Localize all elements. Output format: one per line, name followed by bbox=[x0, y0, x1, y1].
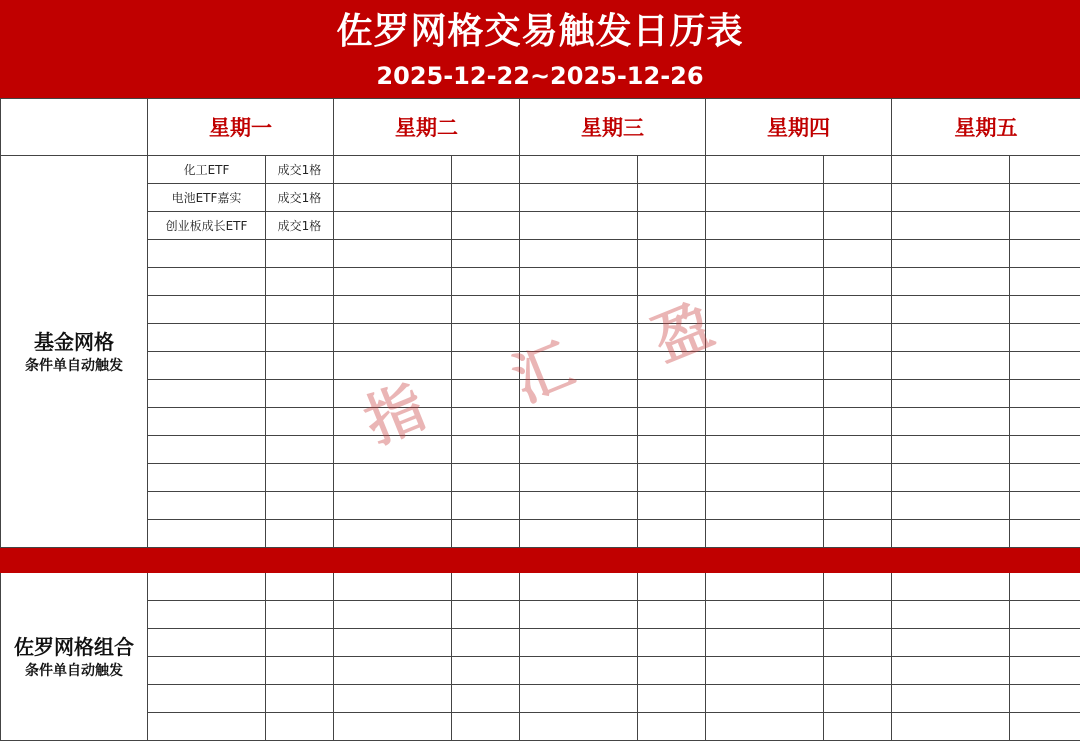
fund-name-cell bbox=[520, 268, 638, 296]
fund-name-cell bbox=[334, 464, 452, 492]
trade-status-cell bbox=[638, 629, 706, 657]
fund-name-cell bbox=[706, 492, 824, 520]
table-row bbox=[1, 436, 1080, 464]
fund-name-cell bbox=[334, 713, 452, 741]
watermark-char-2: 汇 bbox=[503, 330, 583, 416]
trade-status-cell bbox=[638, 464, 706, 492]
fund-name-cell bbox=[892, 520, 1010, 548]
fund-name-cell bbox=[706, 296, 824, 324]
table-row bbox=[1, 601, 1080, 629]
trade-status-cell bbox=[266, 713, 334, 741]
trade-status-cell bbox=[452, 408, 520, 436]
day-header-cell bbox=[334, 99, 520, 156]
trade-status-cell bbox=[638, 436, 706, 464]
fund-name-cell bbox=[892, 436, 1010, 464]
trade-status-cell bbox=[452, 492, 520, 520]
table-row bbox=[1, 573, 1080, 601]
trade-status-cell bbox=[638, 657, 706, 685]
day-header-cell bbox=[892, 99, 1080, 156]
trade-status-cell bbox=[1010, 240, 1080, 268]
trade-status-cell bbox=[266, 184, 334, 212]
trade-status-cell bbox=[266, 296, 334, 324]
fund-name-cell bbox=[520, 296, 638, 324]
trade-status-cell bbox=[266, 240, 334, 268]
section-subtitle: 条件单自动触发 bbox=[25, 357, 123, 374]
fund-name-cell bbox=[148, 520, 266, 548]
fund-name-cell bbox=[706, 268, 824, 296]
section-title: 佐罗网格组合 bbox=[14, 634, 134, 659]
fund-name-cell bbox=[706, 657, 824, 685]
fund-name-cell bbox=[706, 601, 824, 629]
trade-status-cell bbox=[1010, 573, 1080, 601]
day-label: 星期五 bbox=[954, 116, 1018, 140]
trade-status-cell bbox=[638, 573, 706, 601]
trade-status-cell bbox=[266, 573, 334, 601]
trade-status-cell bbox=[824, 713, 892, 741]
trade-status-cell bbox=[824, 492, 892, 520]
table-row bbox=[1, 156, 1080, 184]
section-label-cell bbox=[1, 156, 148, 548]
table-row bbox=[1, 268, 1080, 296]
fund-name-cell bbox=[334, 380, 452, 408]
table-row bbox=[1, 240, 1080, 268]
fund-name-cell bbox=[892, 184, 1010, 212]
fund-name-cell bbox=[148, 657, 266, 685]
table-row bbox=[1, 352, 1080, 380]
trade-status-cell bbox=[452, 156, 520, 184]
fund-name-cell bbox=[520, 492, 638, 520]
trade-status-cell bbox=[452, 464, 520, 492]
trade-status-cell bbox=[1010, 352, 1080, 380]
trade-status-cell bbox=[266, 268, 334, 296]
fund-name-cell bbox=[148, 380, 266, 408]
table-row bbox=[1, 629, 1080, 657]
trade-status: 成交1格 bbox=[277, 191, 322, 205]
fund-name-cell bbox=[892, 464, 1010, 492]
fund-name-cell bbox=[520, 573, 638, 601]
separator-bar bbox=[1, 548, 1080, 573]
fund-name-cell bbox=[148, 492, 266, 520]
trade-status-cell bbox=[824, 380, 892, 408]
trade-status-cell bbox=[824, 408, 892, 436]
fund-name-cell bbox=[520, 629, 638, 657]
fund-name-cell bbox=[892, 156, 1010, 184]
fund-name-cell bbox=[148, 573, 266, 601]
trade-status-cell bbox=[452, 601, 520, 629]
table-row bbox=[1, 685, 1080, 713]
trade-status-cell bbox=[638, 713, 706, 741]
page-title: 佐罗网格交易触发日历表 bbox=[336, 11, 744, 52]
fund-name-cell bbox=[892, 657, 1010, 685]
fund-name-cell bbox=[148, 212, 266, 240]
corner-cell bbox=[1, 99, 148, 156]
fund-name-cell bbox=[706, 436, 824, 464]
fund-name-cell bbox=[706, 240, 824, 268]
fund-name-cell bbox=[706, 352, 824, 380]
fund-name-cell bbox=[892, 268, 1010, 296]
fund-name-cell bbox=[520, 408, 638, 436]
fund-name-cell bbox=[520, 324, 638, 352]
fund-name-cell bbox=[892, 212, 1010, 240]
trade-status-cell bbox=[824, 212, 892, 240]
fund-name-cell bbox=[148, 268, 266, 296]
trade-status-cell bbox=[452, 212, 520, 240]
trade-status-cell bbox=[266, 380, 334, 408]
trade-status-cell bbox=[1010, 324, 1080, 352]
trade-status-cell bbox=[452, 296, 520, 324]
section-separator bbox=[1, 548, 1080, 573]
fund-name-cell bbox=[520, 380, 638, 408]
fund-name-cell bbox=[334, 520, 452, 548]
day-label: 星期三 bbox=[581, 116, 644, 140]
trade-status-cell bbox=[638, 685, 706, 713]
trade-status-cell bbox=[266, 408, 334, 436]
fund-name-cell bbox=[148, 464, 266, 492]
calendar-table bbox=[0, 98, 1080, 741]
trade-status-cell bbox=[824, 629, 892, 657]
fund-name-cell bbox=[520, 352, 638, 380]
trade-status-cell bbox=[638, 324, 706, 352]
fund-name-cell bbox=[148, 685, 266, 713]
trade-status-cell bbox=[452, 520, 520, 548]
fund-name-cell bbox=[706, 156, 824, 184]
table-row bbox=[1, 408, 1080, 436]
fund-name-cell bbox=[334, 212, 452, 240]
trade-status-cell bbox=[1010, 520, 1080, 548]
trade-status-cell bbox=[824, 685, 892, 713]
fund-name-cell bbox=[892, 408, 1010, 436]
day-header-cell bbox=[520, 99, 706, 156]
trade-status-cell bbox=[1010, 629, 1080, 657]
fund-name: 创业板成长ETF bbox=[165, 219, 248, 233]
fund-name-cell bbox=[706, 408, 824, 436]
fund-name-cell bbox=[334, 352, 452, 380]
trade-status-cell bbox=[1010, 492, 1080, 520]
trade-status-cell bbox=[824, 184, 892, 212]
trade-status-cell bbox=[452, 324, 520, 352]
fund-name-cell bbox=[892, 492, 1010, 520]
fund-name-cell bbox=[520, 685, 638, 713]
header-banner bbox=[0, 0, 1080, 98]
trade-status-cell bbox=[266, 657, 334, 685]
table-row bbox=[1, 212, 1080, 240]
trade-status-cell bbox=[638, 601, 706, 629]
fund-name-cell bbox=[148, 324, 266, 352]
trade-status-cell bbox=[1010, 212, 1080, 240]
day-header-cell bbox=[706, 99, 892, 156]
trade-status-cell bbox=[824, 464, 892, 492]
table-row bbox=[1, 296, 1080, 324]
trade-status-cell bbox=[824, 268, 892, 296]
fund-name-cell bbox=[334, 408, 452, 436]
fund-name-cell bbox=[334, 573, 452, 601]
trade-status-cell bbox=[824, 436, 892, 464]
fund-name-cell bbox=[334, 492, 452, 520]
trade-status-cell bbox=[266, 520, 334, 548]
fund-name-cell bbox=[892, 713, 1010, 741]
trade-status-cell bbox=[824, 156, 892, 184]
fund-name-cell bbox=[520, 212, 638, 240]
trade-status-cell bbox=[266, 324, 334, 352]
fund-name-cell bbox=[148, 601, 266, 629]
trade-status-cell bbox=[638, 212, 706, 240]
fund-name-cell bbox=[520, 436, 638, 464]
watermark-char-1: 指 bbox=[355, 372, 435, 458]
trade-status-cell bbox=[266, 464, 334, 492]
fund-name: 化工ETF bbox=[183, 163, 230, 177]
table-row bbox=[1, 464, 1080, 492]
trade-status-cell bbox=[452, 268, 520, 296]
fund-name-cell bbox=[334, 268, 452, 296]
fund-name-cell bbox=[706, 685, 824, 713]
trade-status-cell bbox=[824, 520, 892, 548]
trade-status-cell bbox=[638, 352, 706, 380]
fund-name-cell bbox=[706, 573, 824, 601]
trade-status-cell bbox=[824, 352, 892, 380]
table-row bbox=[1, 657, 1080, 685]
trade-status-cell bbox=[1010, 380, 1080, 408]
fund-name-cell bbox=[892, 352, 1010, 380]
trade-status-cell bbox=[1010, 408, 1080, 436]
trade-status-cell bbox=[638, 520, 706, 548]
trade-status-cell bbox=[266, 601, 334, 629]
trade-status-cell bbox=[452, 436, 520, 464]
fund-name-cell bbox=[520, 601, 638, 629]
fund-name-cell bbox=[148, 240, 266, 268]
trade-status-cell bbox=[1010, 184, 1080, 212]
fund-name-cell bbox=[706, 212, 824, 240]
table-row bbox=[1, 492, 1080, 520]
trade-status-cell bbox=[452, 685, 520, 713]
fund-name-cell bbox=[148, 352, 266, 380]
trade-status-cell bbox=[638, 184, 706, 212]
date-range: 2025-12-22~2025-12-26 bbox=[376, 62, 704, 90]
fund-name-cell bbox=[334, 436, 452, 464]
trade-status-cell bbox=[824, 573, 892, 601]
watermark-char-3: 盈 bbox=[643, 290, 723, 376]
trade-status-cell bbox=[824, 240, 892, 268]
fund-name-cell bbox=[520, 184, 638, 212]
fund-name-cell bbox=[892, 601, 1010, 629]
trade-status-cell bbox=[1010, 464, 1080, 492]
trade-status-cell bbox=[452, 352, 520, 380]
trade-status-cell bbox=[638, 156, 706, 184]
trade-status-cell bbox=[1010, 268, 1080, 296]
day-header-row bbox=[1, 99, 1080, 156]
trade-status-cell bbox=[1010, 156, 1080, 184]
trade-status-cell bbox=[824, 296, 892, 324]
trade-status-cell bbox=[452, 713, 520, 741]
trade-status: 成交1格 bbox=[277, 163, 322, 177]
fund-name-cell bbox=[334, 184, 452, 212]
day-header-cell bbox=[148, 99, 334, 156]
trade-status-cell bbox=[452, 657, 520, 685]
trade-status-cell bbox=[266, 156, 334, 184]
trade-status-cell bbox=[266, 212, 334, 240]
trade-status-cell bbox=[638, 492, 706, 520]
section-title: 基金网格 bbox=[34, 329, 114, 354]
fund-name-cell bbox=[520, 713, 638, 741]
fund-name-cell bbox=[706, 713, 824, 741]
fund-name: 电池ETF嘉实 bbox=[171, 191, 242, 205]
fund-name-cell bbox=[892, 324, 1010, 352]
trade-status-cell bbox=[452, 573, 520, 601]
fund-name-cell bbox=[334, 156, 452, 184]
trade-status-cell bbox=[1010, 713, 1080, 741]
fund-name-cell bbox=[334, 629, 452, 657]
fund-name-cell bbox=[520, 520, 638, 548]
day-label: 星期四 bbox=[767, 116, 830, 140]
trade-status-cell bbox=[266, 436, 334, 464]
trade-status: 成交1格 bbox=[277, 219, 322, 233]
fund-name-cell bbox=[892, 629, 1010, 657]
trade-status-cell bbox=[824, 324, 892, 352]
fund-name-cell bbox=[520, 156, 638, 184]
fund-name-cell bbox=[706, 324, 824, 352]
fund-name-cell bbox=[520, 464, 638, 492]
fund-name-cell bbox=[706, 520, 824, 548]
fund-name-cell bbox=[334, 296, 452, 324]
trade-status-cell bbox=[266, 492, 334, 520]
day-label: 星期一 bbox=[209, 116, 272, 140]
fund-name-cell bbox=[706, 629, 824, 657]
table-row bbox=[1, 380, 1080, 408]
section-subtitle: 条件单自动触发 bbox=[25, 662, 123, 679]
fund-name-cell bbox=[148, 156, 266, 184]
trade-status-cell bbox=[638, 408, 706, 436]
fund-name-cell bbox=[892, 380, 1010, 408]
fund-name-cell bbox=[148, 296, 266, 324]
trade-status-cell bbox=[638, 268, 706, 296]
section-label-cell bbox=[1, 573, 148, 741]
fund-name-cell bbox=[334, 685, 452, 713]
fund-name-cell bbox=[520, 240, 638, 268]
fund-name-cell bbox=[892, 240, 1010, 268]
fund-name-cell bbox=[520, 657, 638, 685]
fund-name-cell bbox=[334, 657, 452, 685]
fund-name-cell bbox=[334, 601, 452, 629]
trade-status-cell bbox=[824, 601, 892, 629]
trade-status-cell bbox=[266, 629, 334, 657]
fund-name-cell bbox=[892, 685, 1010, 713]
fund-name-cell bbox=[334, 324, 452, 352]
fund-name-cell bbox=[148, 184, 266, 212]
fund-name-cell bbox=[706, 184, 824, 212]
trade-status-cell bbox=[266, 685, 334, 713]
day-label: 星期二 bbox=[395, 116, 458, 140]
fund-name-cell bbox=[706, 380, 824, 408]
table-row bbox=[1, 520, 1080, 548]
trade-status-cell bbox=[452, 240, 520, 268]
trade-status-cell bbox=[824, 657, 892, 685]
trade-status-cell bbox=[1010, 296, 1080, 324]
fund-name-cell bbox=[148, 713, 266, 741]
fund-name-cell bbox=[892, 296, 1010, 324]
trade-status-cell bbox=[1010, 657, 1080, 685]
trade-status-cell bbox=[452, 184, 520, 212]
table-row bbox=[1, 324, 1080, 352]
trade-status-cell bbox=[452, 380, 520, 408]
fund-name-cell bbox=[148, 408, 266, 436]
fund-name-cell bbox=[148, 629, 266, 657]
trade-status-cell bbox=[1010, 436, 1080, 464]
fund-name-cell bbox=[706, 464, 824, 492]
table-row bbox=[1, 713, 1080, 741]
fund-name-cell bbox=[892, 573, 1010, 601]
trade-status-cell bbox=[1010, 685, 1080, 713]
fund-name-cell bbox=[148, 436, 266, 464]
table-row bbox=[1, 184, 1080, 212]
fund-name-cell bbox=[334, 240, 452, 268]
trade-status-cell bbox=[638, 296, 706, 324]
trade-status-cell bbox=[638, 380, 706, 408]
trade-status-cell bbox=[452, 629, 520, 657]
trade-status-cell bbox=[638, 240, 706, 268]
trade-status-cell bbox=[266, 352, 334, 380]
trade-status-cell bbox=[1010, 601, 1080, 629]
